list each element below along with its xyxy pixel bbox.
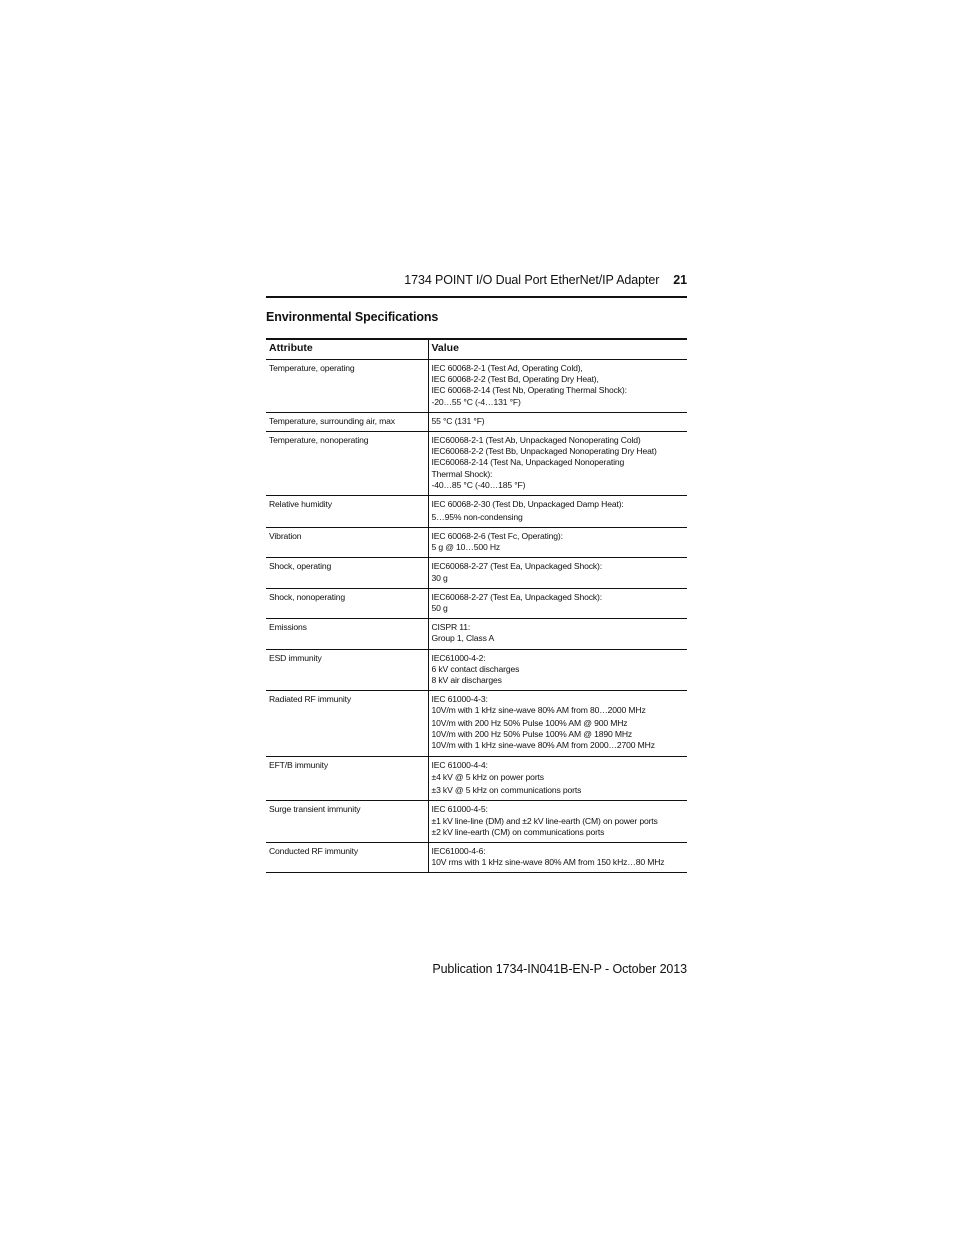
environmental-specifications-table <box>266 338 687 873</box>
value-line: 30 g <box>431 572 448 583</box>
document-title: 1734 POINT I/O Dual Port EtherNet/IP Adapter <box>404 273 660 287</box>
column-header-value: Value <box>428 339 687 360</box>
attribute-cell: ESD immunity <box>266 649 428 691</box>
value-line: IEC 61000-4-3: <box>431 694 488 705</box>
value-line: 10V/m with 200 Hz 50% Pulse 100% AM @ 1890 MHz <box>431 729 633 740</box>
attribute-cell: Temperature, nonoperating <box>266 432 428 496</box>
value-line: IEC 60068-2-6 (Test Fc, Operating): <box>431 530 563 541</box>
table-row <box>266 496 687 528</box>
table-header-row <box>266 339 687 360</box>
attribute-cell: Surge transient immunity <box>266 801 428 843</box>
value-cell <box>428 412 687 431</box>
value-line: 10V rms with 1 kHz sine-wave 80% AM from 150 kHz…80 MHz <box>431 857 665 868</box>
value-cell <box>428 558 687 588</box>
value-line: 50 g <box>431 602 448 613</box>
value-cell <box>428 496 687 528</box>
value-line: IEC61000-4-2: <box>431 652 486 663</box>
attribute-cell: Conducted RF immunity <box>266 842 428 872</box>
table-row <box>266 756 687 801</box>
table-row <box>266 432 687 496</box>
attribute-cell: Shock, operating <box>266 558 428 588</box>
value-line: ±4 kV @ 5 kHz on power ports <box>431 772 544 783</box>
value-cell <box>428 588 687 618</box>
value-line: IEC60068-2-2 (Test Bb, Unpackaged Nonoperating Dry Heat) <box>431 446 657 457</box>
value-line: 6 kV contact discharges <box>431 663 520 674</box>
table-row <box>266 842 687 872</box>
value-line: ±1 kV line-line (DM) and ±2 kV line-earth (CM) on power ports <box>431 815 658 826</box>
attribute-cell: EFT/B immunity <box>266 756 428 801</box>
attribute-cell: Relative humidity <box>266 496 428 528</box>
value-line: ±2 kV line-earth (CM) on communications ports <box>431 826 605 837</box>
value-cell <box>428 756 687 801</box>
value-cell <box>428 842 687 872</box>
header-divider <box>266 296 687 298</box>
publication-footer: Publication 1734-IN041B-EN-P - October 2013 <box>432 962 687 976</box>
table-row <box>266 588 687 618</box>
value-line: Group 1, Class A <box>431 633 495 644</box>
value-line: 5…95% non-condensing <box>431 511 523 522</box>
table-row <box>266 412 687 431</box>
value-line: IEC60068-2-27 (Test Ea, Unpackaged Shock): <box>431 591 602 602</box>
table-body <box>266 360 687 873</box>
value-line: IEC 61000-4-4: <box>431 759 488 770</box>
running-header <box>266 273 687 287</box>
attribute-cell: Temperature, operating <box>266 360 428 413</box>
section-title: Environmental Specifications <box>266 310 439 324</box>
table-row <box>266 360 687 413</box>
table-row <box>266 649 687 691</box>
value-cell <box>428 619 687 649</box>
value-line: IEC60068-2-14 (Test Na, Unpackaged Nonoperating <box>431 457 625 468</box>
value-line: IEC 60068-2-30 (Test Db, Unpackaged Damp Heat): <box>431 499 624 510</box>
value-line: -40…85 °C (-40…185 °F) <box>431 479 526 490</box>
value-line: ±3 kV @ 5 kHz on communications ports <box>431 785 582 796</box>
value-line: -20…55 °C (-4…131 °F) <box>431 396 521 407</box>
attribute-cell: Emissions <box>266 619 428 649</box>
table-row <box>266 527 687 557</box>
value-cell <box>428 432 687 496</box>
attribute-cell: Radiated RF immunity <box>266 691 428 757</box>
value-cell <box>428 360 687 413</box>
value-line: 10V/m with 1 kHz sine-wave 80% AM from 80…2000 MHz <box>431 705 646 716</box>
value-line: 8 kV air discharges <box>431 674 502 685</box>
column-header-attribute: Attribute <box>266 339 428 360</box>
value-cell <box>428 527 687 557</box>
table-row <box>266 801 687 843</box>
attribute-cell: Vibration <box>266 527 428 557</box>
value-line: 55 °C (131 °F) <box>431 415 485 426</box>
value-cell <box>428 649 687 691</box>
value-line: Thermal Shock): <box>431 468 493 479</box>
value-line: IEC60068-2-27 (Test Ea, Unpackaged Shock): <box>431 561 602 572</box>
attribute-cell: Shock, nonoperating <box>266 588 428 618</box>
value-line: IEC 60068-2-14 (Test Nb, Operating Thermal Shock): <box>431 385 627 396</box>
value-line: IEC 60068-2-1 (Test Ad, Operating Cold), <box>431 363 583 373</box>
value-line: IEC61000-4-6: <box>431 845 486 856</box>
value-cell <box>428 801 687 843</box>
value-line: 5 g @ 10…500 Hz <box>431 542 501 553</box>
value-line: IEC 61000-4-5: <box>431 804 488 815</box>
attribute-cell: Temperature, surrounding air, max <box>266 412 428 431</box>
table-row <box>266 558 687 588</box>
table-row <box>266 691 687 757</box>
value-line: IEC60068-2-1 (Test Ab, Unpackaged Nonoperating Cold) <box>431 435 641 446</box>
value-line: 10V/m with 1 kHz sine-wave 80% AM from 2000…2700 MHz <box>431 740 655 751</box>
page-number: 21 <box>673 273 687 287</box>
value-line: 10V/m with 200 Hz 50% Pulse 100% AM @ 900 MHz <box>431 718 628 729</box>
value-line: IEC 60068-2-2 (Test Bd, Operating Dry Heat), <box>431 374 599 385</box>
value-cell <box>428 691 687 757</box>
table-row <box>266 619 687 649</box>
value-line: CISPR 11: <box>431 622 471 633</box>
